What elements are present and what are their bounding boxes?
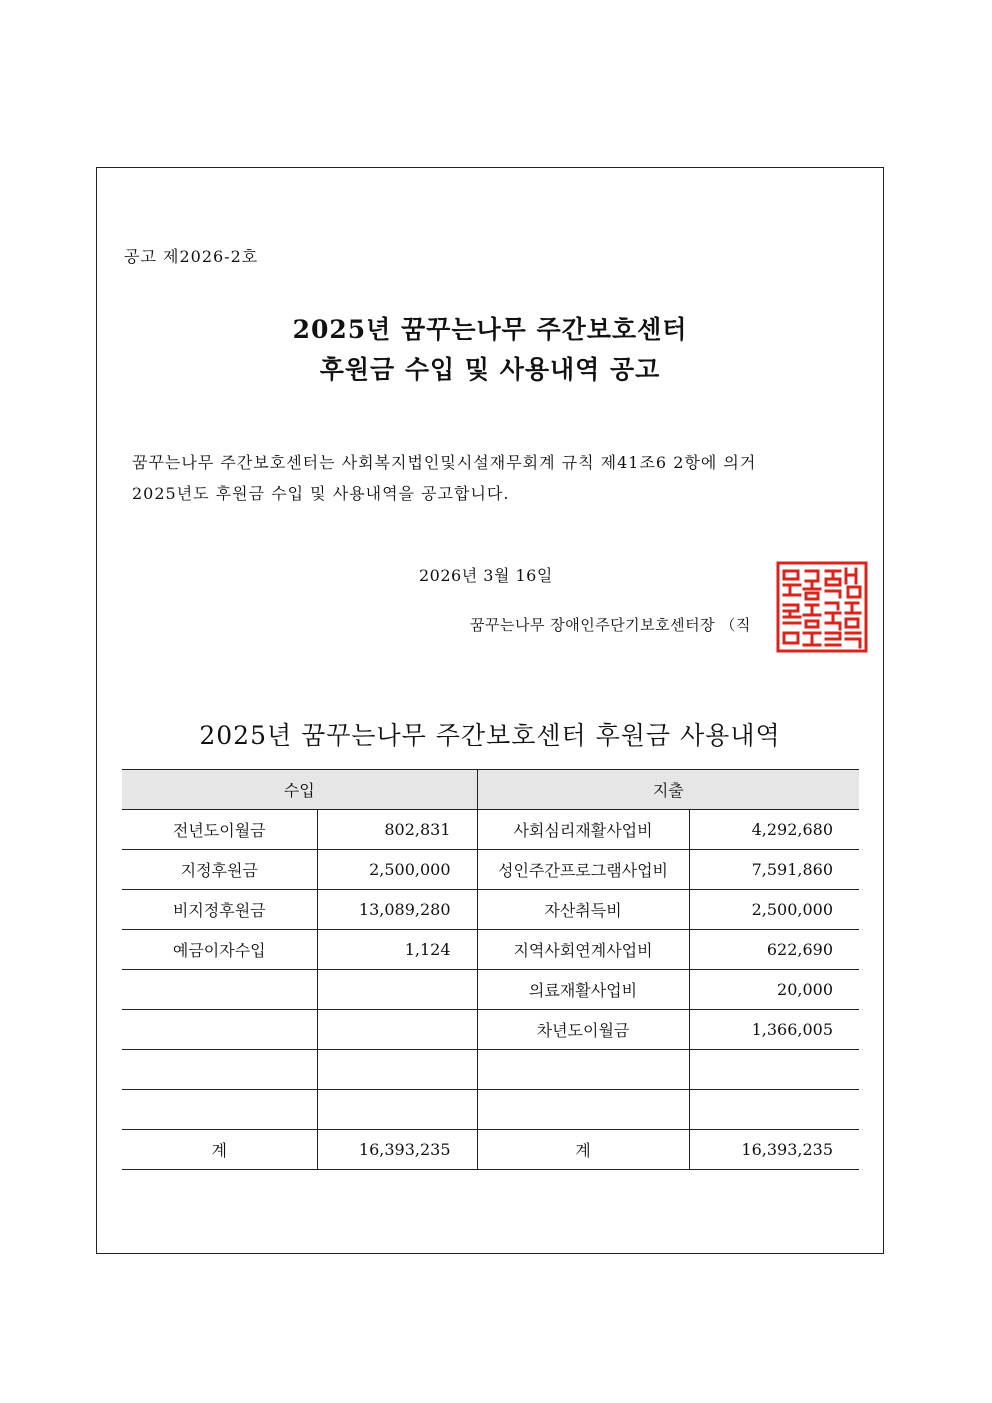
- income-amount: [317, 1090, 477, 1130]
- signer-name: 꿈꾸는나무 장애인주단기보호센터장 （직: [470, 616, 751, 634]
- table-row: [122, 890, 859, 930]
- expense-amount: [689, 1050, 859, 1090]
- expense-amount: 1,366,005: [689, 1010, 859, 1050]
- expense-total-amount: 16,393,235: [689, 1130, 859, 1170]
- ledger-table: [122, 769, 859, 1170]
- expense-amount: 20,000: [689, 970, 859, 1010]
- expense-amount: [689, 1090, 859, 1130]
- expense-label: 사회심리재활사업비: [477, 810, 689, 850]
- table-row: [122, 1090, 859, 1130]
- expense-label: 자산취득비: [477, 890, 689, 930]
- expense-label: 지역사회연계사업비: [477, 930, 689, 970]
- income-label: [122, 970, 317, 1010]
- table-row: [122, 850, 859, 890]
- expense-amount: 622,690: [689, 930, 859, 970]
- income-total-amount: 16,393,235: [317, 1130, 477, 1170]
- notice-date: 2026년 3월 16일: [419, 566, 553, 585]
- expense-amount: 7,591,860: [689, 850, 859, 890]
- income-amount: [317, 1050, 477, 1090]
- income-amount: 802,831: [317, 810, 477, 850]
- income-label: 전년도이월금: [122, 810, 317, 850]
- income-amount: 13,089,280: [317, 890, 477, 930]
- income-amount: 2,500,000: [317, 850, 477, 890]
- expense-label: 성인주간프로그램사업비: [477, 850, 689, 890]
- table-row: [122, 1010, 859, 1050]
- income-label: [122, 1090, 317, 1130]
- expense-amount: 4,292,680: [689, 810, 859, 850]
- income-label: [122, 1010, 317, 1050]
- table-row: [122, 970, 859, 1010]
- income-label: [122, 1050, 317, 1090]
- table-title: 2025년 꿈꾸는나무 주간보호센터 후원금 사용내역: [199, 721, 781, 750]
- expense-label: [477, 1090, 689, 1130]
- expense-label: [477, 1050, 689, 1090]
- income-amount: [317, 970, 477, 1010]
- table-header-row: [122, 770, 859, 810]
- expense-label: 차년도이월금: [477, 1010, 689, 1050]
- total-row: [122, 1130, 859, 1170]
- expense-total-label: 계: [477, 1130, 689, 1170]
- income-amount: 1,124: [317, 930, 477, 970]
- income-total-label: 계: [122, 1130, 317, 1170]
- income-label: 지정후원금: [122, 850, 317, 890]
- table-row: [122, 930, 859, 970]
- expense-label: 의료재활사업비: [477, 970, 689, 1010]
- body-text-line1: 꿈꾸는나무 주간보호센터는 사회복지법인및시설재무회계 규칙 제41조6 2항에 의거: [132, 453, 757, 472]
- table-row: [122, 1050, 859, 1090]
- income-label: 예금이자수입: [122, 930, 317, 970]
- expense-amount: 2,500,000: [689, 890, 859, 930]
- income-amount: [317, 1010, 477, 1050]
- income-header: 수입: [122, 770, 477, 810]
- document-title-line2: 후원금 수입 및 사용내역 공고: [319, 355, 661, 384]
- expense-header: 지출: [477, 770, 859, 810]
- table-row: [122, 810, 859, 850]
- body-text-line2: 2025년도 후원금 수입 및 사용내역을 공고합니다.: [132, 484, 510, 503]
- document-title-line1: 2025년 꿈꾸는나무 주간보호센터: [292, 315, 688, 344]
- official-seal-stamp: [776, 561, 868, 653]
- notice-number: 공고 제2026-2호: [124, 247, 259, 266]
- income-label: 비지정후원금: [122, 890, 317, 930]
